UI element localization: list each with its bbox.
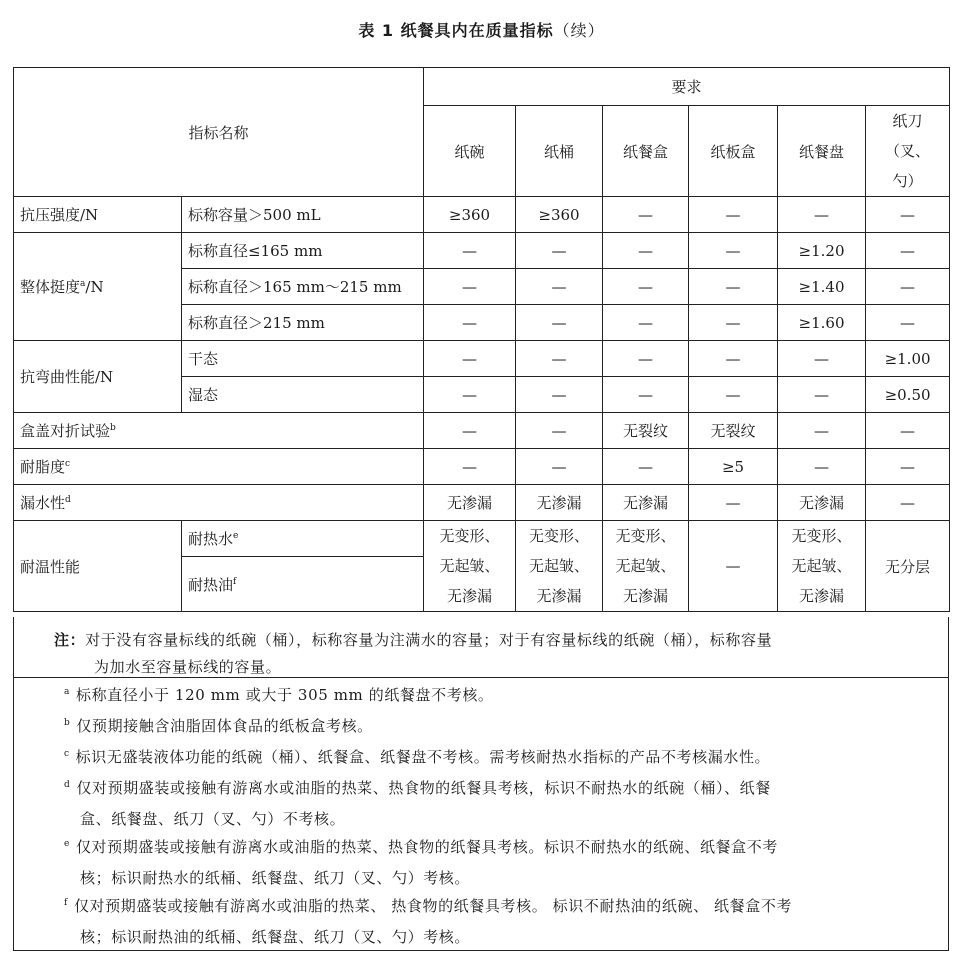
row-sublabel: 湿态 xyxy=(182,377,424,413)
footnote-line: 核；标识耐热油的纸桶、纸餐盘、纸刀（叉、勺）考核。 xyxy=(80,928,471,946)
row-label-text: 漏水性 xyxy=(20,494,66,512)
footnote-ref: f xyxy=(233,576,237,587)
table-cell: — xyxy=(778,377,866,413)
table-cell: ≥360 xyxy=(424,197,516,233)
table-row xyxy=(14,521,950,557)
table-cell: — xyxy=(424,449,516,485)
table-cell: ≥0.50 xyxy=(866,377,950,413)
table-cell: — xyxy=(603,449,689,485)
footnote-line: 仅对预期盛装或接触有游离水或油脂的热菜、热食物的纸餐具考核，标识不耐热水的纸碗（桶）、纸餐 xyxy=(76,779,771,797)
row-label xyxy=(14,449,424,485)
row-label: 抗弯曲性能/N xyxy=(14,341,182,413)
note-line: 对于没有容量标线的纸碗（桶），标称容量为注满水的容量；对于有容量标线的纸碗（桶），标称容量 xyxy=(85,631,773,649)
footnote-mark: b xyxy=(64,718,71,728)
table-cell: — xyxy=(603,377,689,413)
footnote-item xyxy=(64,742,944,773)
row-sublabel: 标称直径≤165 mm xyxy=(182,233,424,269)
note-line: 为加水至容量标线的容量。 xyxy=(94,658,282,676)
row-label-text: 整体挺度 xyxy=(20,278,81,296)
cell-line: 无变形、 xyxy=(529,527,590,545)
table-cell: — xyxy=(516,341,603,377)
table-cell: 无渗漏 xyxy=(778,485,866,521)
table-cell: 无分层 xyxy=(866,521,950,612)
table-cell: — xyxy=(778,449,866,485)
table-cell: — xyxy=(603,197,689,233)
table-note xyxy=(13,617,949,678)
header-col-bowl: 纸碗 xyxy=(424,106,516,197)
note-label: 注： xyxy=(54,631,86,649)
row-label xyxy=(14,485,424,521)
footnote-ref: c xyxy=(65,459,71,469)
note-text xyxy=(54,627,934,681)
table-cell: 无渗漏 xyxy=(516,485,603,521)
cell-line: 无起皱、 xyxy=(439,557,500,575)
row-sublabel: 标称直径＞165 mm～215 mm xyxy=(182,269,424,305)
table-row xyxy=(14,413,950,449)
header-requirements: 要求 xyxy=(424,68,950,106)
cell-line: 无渗漏 xyxy=(623,587,669,605)
footnote-line: 仅对预期盛装或接触有游离水或油脂的热菜、热食物的纸餐具考核。标识不耐热水的纸碗、纸餐盒不考 xyxy=(75,838,778,856)
row-label xyxy=(14,233,182,341)
footnote-item xyxy=(64,832,944,894)
table-cell: — xyxy=(424,341,516,377)
table-cell: — xyxy=(689,197,778,233)
footnote-line: 标称直径小于 120 mm 或大于 305 mm 的纸餐盘不考核。 xyxy=(75,686,494,704)
footnote-item xyxy=(64,711,944,742)
table-cell: ≥1.60 xyxy=(778,305,866,341)
footnote-mark: f xyxy=(64,898,68,908)
footnote-mark: e xyxy=(64,839,70,849)
table-cell: — xyxy=(689,305,778,341)
cell-line: 无渗漏 xyxy=(447,587,493,605)
table-title-suffix: （续） xyxy=(553,21,605,40)
footnotes xyxy=(13,677,949,951)
table-cell: 无裂纹 xyxy=(689,413,778,449)
table-cell: 无裂纹 xyxy=(603,413,689,449)
footnote-item xyxy=(64,680,944,711)
row-sublabel: 标称容量＞500 mL xyxy=(182,197,424,233)
table-cell: — xyxy=(424,269,516,305)
header-col-knife-line: （叉、 xyxy=(885,142,931,160)
table-cell: — xyxy=(866,449,950,485)
table-cell: ≥5 xyxy=(689,449,778,485)
cell-line: 无起皱、 xyxy=(791,557,852,575)
cell-line: 无起皱、 xyxy=(615,557,676,575)
table-cell xyxy=(778,521,866,612)
table-cell xyxy=(516,521,603,612)
table-cell: — xyxy=(689,269,778,305)
table-cell: 无渗漏 xyxy=(424,485,516,521)
table-cell: ≥1.20 xyxy=(778,233,866,269)
table-row xyxy=(14,485,950,521)
footnote-mark: a xyxy=(64,687,70,697)
table-cell xyxy=(603,521,689,612)
table-cell: — xyxy=(516,233,603,269)
table-cell: — xyxy=(866,485,950,521)
footnote-line: 仅预期接触含油脂固体食品的纸板盒考核。 xyxy=(76,717,373,735)
footnote-line: 仅对预期盛装或接触有游离水或油脂的热菜、 热食物的纸餐具考核。 标识不耐热油的纸碗、 纸餐盒不考 xyxy=(73,897,793,915)
header-col-knife-line: 纸刀 xyxy=(892,112,923,130)
footnote-item xyxy=(64,891,944,953)
footnote-line: 标识无盛装液体功能的纸碗（桶）、纸餐盒、纸餐盘不考核。需考核耐热水指标的产品不考核漏水性。 xyxy=(75,748,771,766)
header-col-knife xyxy=(866,106,950,197)
row-sublabel-text: 耐热水 xyxy=(188,530,234,549)
table-row xyxy=(14,449,950,485)
table-cell: ≥1.00 xyxy=(866,341,950,377)
cell-line: 无变形、 xyxy=(615,527,676,545)
table-title-main: 表 1 纸餐具内在质量指标 xyxy=(358,21,554,40)
table-cell: — xyxy=(516,377,603,413)
cell-line: 无渗漏 xyxy=(536,587,582,605)
cell-line: 无变形、 xyxy=(439,527,500,545)
header-col-plate: 纸餐盘 xyxy=(778,106,866,197)
table-cell: — xyxy=(516,305,603,341)
table-cell: — xyxy=(516,413,603,449)
row-sublabel xyxy=(182,557,424,612)
table-cell: — xyxy=(689,377,778,413)
footnote-ref: e xyxy=(233,531,239,542)
table-cell: ≥1.40 xyxy=(778,269,866,305)
table-cell: — xyxy=(424,377,516,413)
header-indicator-name: 指标名称 xyxy=(14,68,424,197)
table-row xyxy=(14,197,950,233)
footnote-line: 核；标识耐热水的纸桶、纸餐盘、纸刀（叉、勺）考核。 xyxy=(80,869,471,887)
table-cell: — xyxy=(778,341,866,377)
table-cell: — xyxy=(866,413,950,449)
footnote-ref: a xyxy=(80,279,86,289)
table-cell: — xyxy=(866,305,950,341)
table-row xyxy=(14,341,950,377)
header-col-bucket: 纸桶 xyxy=(516,106,603,197)
row-label xyxy=(14,413,424,449)
table-cell: — xyxy=(689,485,778,521)
row-label-text: 盒盖对折试验 xyxy=(20,422,111,440)
footnote-ref: d xyxy=(65,495,71,505)
footnote-ref: b xyxy=(110,423,116,433)
row-sublabel: 干态 xyxy=(182,341,424,377)
table-cell: 无渗漏 xyxy=(603,485,689,521)
table-cell: — xyxy=(778,413,866,449)
table-cell: — xyxy=(516,449,603,485)
cell-line: 无起皱、 xyxy=(529,557,590,575)
cell-line: 无变形、 xyxy=(791,527,852,545)
table-row xyxy=(14,233,950,269)
table-title xyxy=(0,18,963,41)
row-label-unit: /N xyxy=(85,278,104,296)
table-cell: — xyxy=(689,233,778,269)
table-cell: — xyxy=(866,233,950,269)
table-cell: — xyxy=(424,305,516,341)
table-cell xyxy=(424,521,516,612)
footnote-mark: d xyxy=(64,780,71,790)
table-cell: — xyxy=(603,233,689,269)
table-cell: — xyxy=(603,341,689,377)
cell-line: 无渗漏 xyxy=(799,587,845,605)
row-label: 抗压强度/N xyxy=(14,197,182,233)
header-col-board-box: 纸板盒 xyxy=(689,106,778,197)
table-cell: — xyxy=(603,269,689,305)
table-cell: — xyxy=(689,521,778,612)
row-sublabel xyxy=(182,521,424,557)
row-label-text: 耐脂度 xyxy=(20,458,66,476)
table-cell: — xyxy=(689,341,778,377)
row-sublabel-text: 耐热油 xyxy=(188,575,234,594)
header-col-meal-box: 纸餐盒 xyxy=(603,106,689,197)
footnote-mark: c xyxy=(64,749,70,759)
table-cell: — xyxy=(424,233,516,269)
table-cell: ≥360 xyxy=(516,197,603,233)
table-cell: — xyxy=(866,269,950,305)
table-cell: — xyxy=(778,197,866,233)
table-cell: — xyxy=(603,305,689,341)
table-cell: — xyxy=(516,269,603,305)
header-col-knife-line: 勺） xyxy=(892,172,923,190)
row-label: 耐温性能 xyxy=(14,521,182,612)
row-sublabel: 标称直径＞215 mm xyxy=(182,305,424,341)
footnote-item xyxy=(64,773,944,835)
footnote-line: 盒、纸餐盘、纸刀（叉、勺）不考核。 xyxy=(80,810,346,828)
table-cell: — xyxy=(424,413,516,449)
quality-indicator-table xyxy=(13,67,950,612)
table-cell: — xyxy=(866,197,950,233)
